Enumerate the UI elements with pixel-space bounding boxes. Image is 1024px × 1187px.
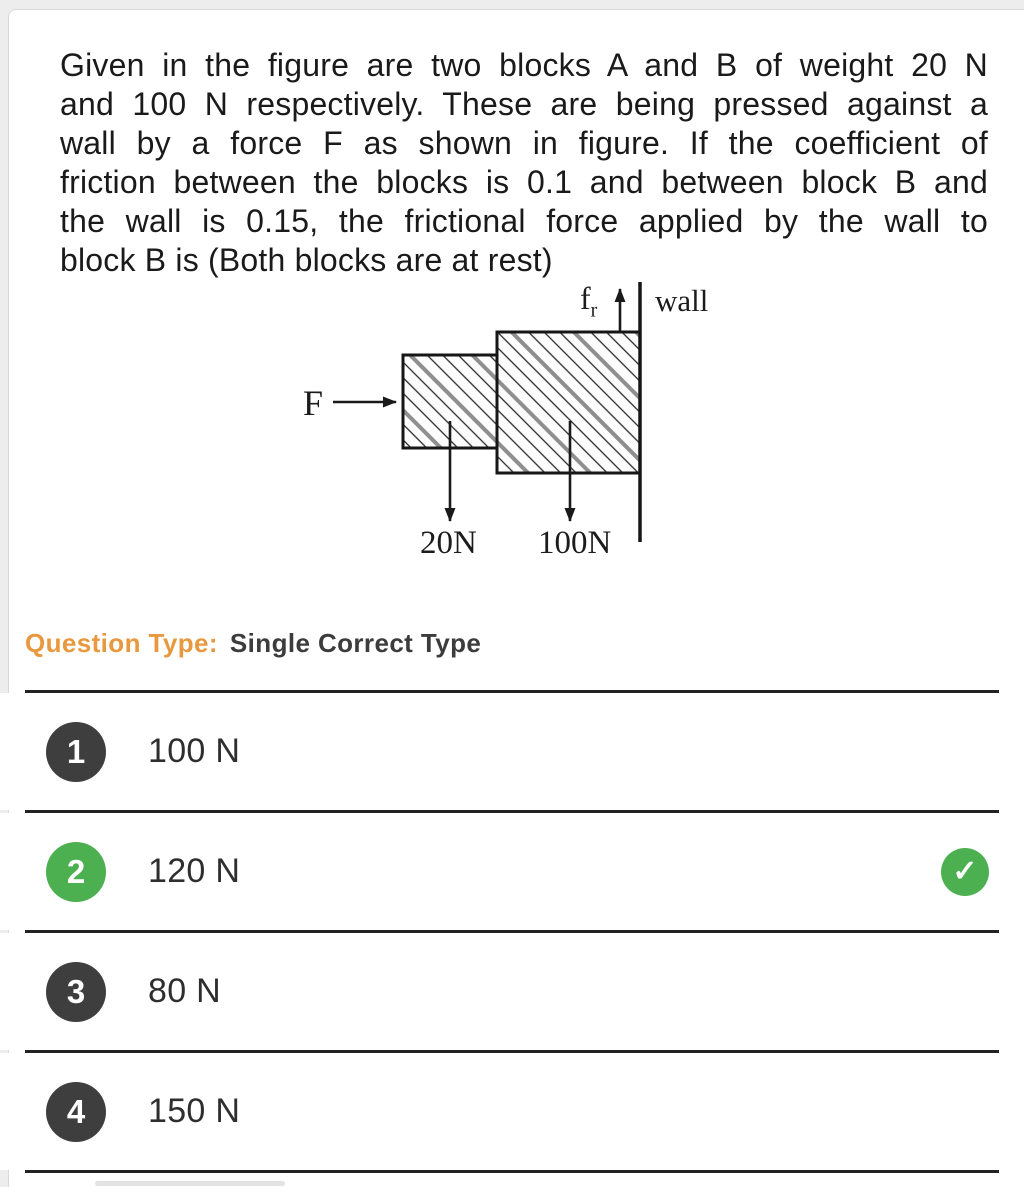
- physics-diagram: [280, 273, 740, 573]
- question-line: block B is (Both blocks are at rest): [60, 242, 553, 278]
- question-type-value: Single Correct Type: [229, 628, 482, 658]
- weight-100n-label: 100N: [538, 525, 612, 561]
- block-b: [497, 332, 640, 473]
- option-row-4[interactable]: [0, 1053, 1024, 1170]
- force-f-label: F: [303, 383, 324, 423]
- correct-check-icon: ✓: [941, 848, 989, 896]
- option-label: 150 N: [148, 1092, 241, 1130]
- option-label: 80 N: [148, 972, 222, 1010]
- option-label: 100 N: [148, 732, 241, 770]
- friction-fr-subscript: r: [590, 299, 598, 322]
- option-number-badge: 4: [46, 1082, 106, 1142]
- question-line: friction between the blocks is 0.1 and between block B and: [60, 164, 988, 200]
- question-type-label: Question Type:: [25, 628, 218, 658]
- option-row-2[interactable]: [0, 813, 1024, 930]
- options-list: [0, 690, 1024, 1173]
- option-row-3[interactable]: [0, 933, 1024, 1050]
- friction-fr-base: f: [580, 280, 591, 316]
- question-line: Given in the figure are two blocks A and B of weight 20 N: [60, 47, 988, 83]
- friction-fr-label: [580, 280, 598, 322]
- scrollbar-thumb[interactable]: [95, 1181, 285, 1186]
- divider: [25, 1170, 999, 1173]
- question-type-row: [25, 628, 481, 659]
- question-line: the wall is 0.15, the frictional force applied by the wall to: [60, 203, 988, 239]
- wall-label: wall: [655, 283, 709, 318]
- option-row-1[interactable]: [0, 693, 1024, 810]
- option-number-badge: 1: [46, 722, 106, 782]
- option-number-badge: 3: [46, 962, 106, 1022]
- question-text: [60, 46, 988, 280]
- question-line: wall by a force F as shown in figure. If the coefficient of: [60, 125, 988, 161]
- weight-20n-label: 20N: [420, 525, 477, 561]
- option-label: 120 N: [148, 852, 241, 890]
- question-line: and 100 N respectively. These are being pressed against a: [60, 86, 988, 122]
- option-number-badge: 2: [46, 842, 106, 902]
